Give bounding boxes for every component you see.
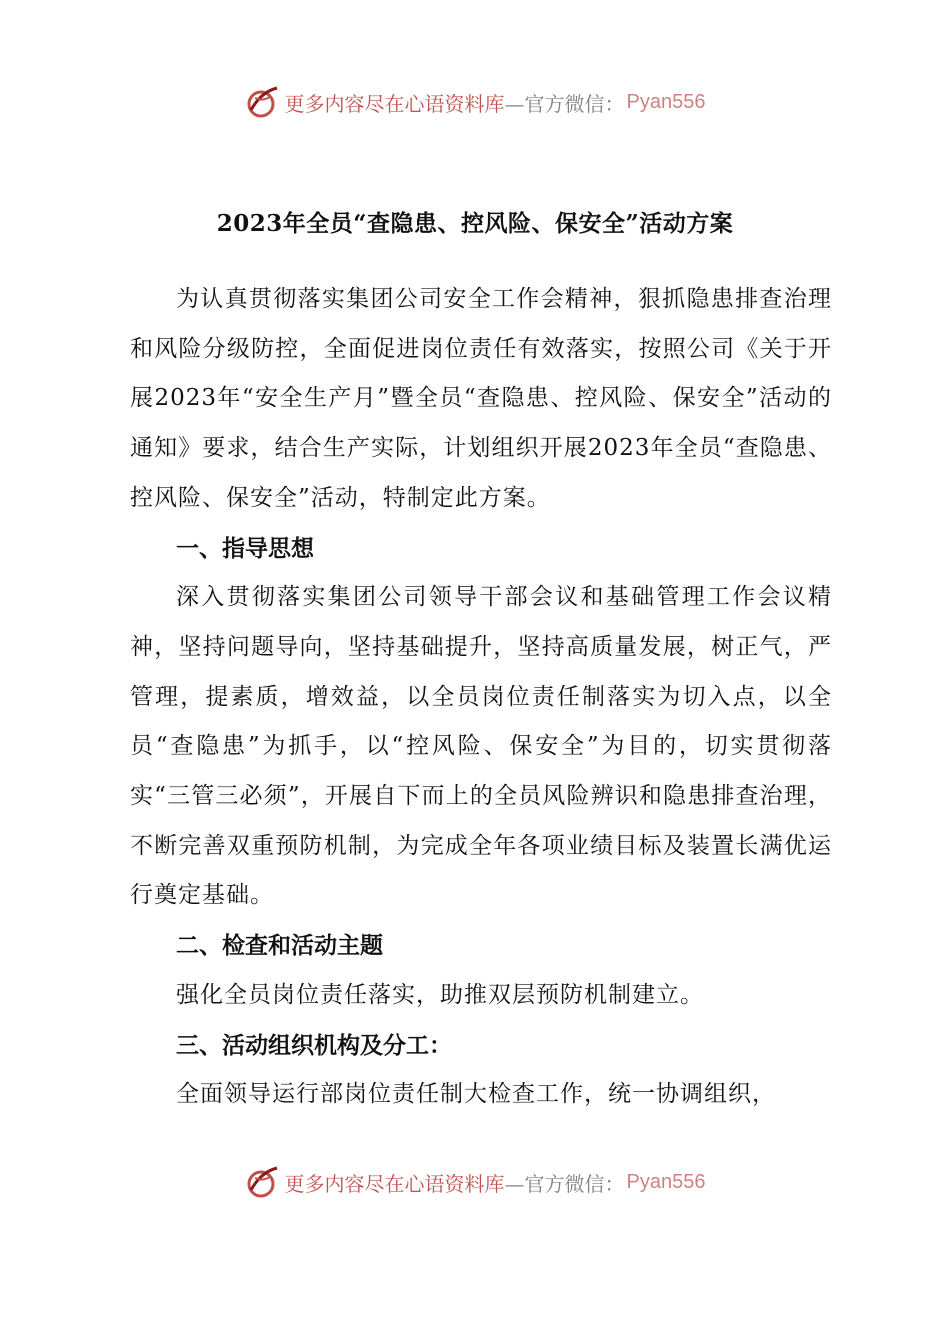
banner-label: —官方微信： (504, 1171, 625, 1196)
section-paragraph: 强化全员岗位责任落实，助推双层预防机制建立。 (176, 981, 704, 1008)
section-heading: 三、活动组织机构及分工： (176, 1031, 452, 1059)
banner-text: 更多内容尽在心语资料库 (284, 91, 505, 116)
section-heading: 一、指导思想 (176, 534, 314, 562)
watermark-banner-top (0, 82, 950, 122)
section-paragraph: 全面领导运行部岗位责任制大检查工作，统一协调组织， (176, 1081, 776, 1108)
section-paragraph: 深入贯彻落实集团公司领导干部会议和基础管理工作会议精神，坚持问题导向，坚持基础提升，坚持高质量发展，树正气，严管理，提素质，增效益，以全员岗位责任制落实为切入点，以全员“查隐患”为抓手，以“控风险、保安全”为目的，切实贯彻落实“三管三必须”，开展自下而上的全员风险辨识和隐患排查治理，不断完善双重预防机制，为完成全年各项业绩目标及装置长满优运行奠定基础。 (130, 584, 832, 909)
section-heading: 二、检查和活动主题 (176, 932, 383, 960)
watermark-banner-bottom (0, 1162, 950, 1202)
document-title: 2023年全员“查隐患、控风险、保安全”活动方案 (216, 210, 734, 237)
banner-text: 更多内容尽在心语资料库 (284, 1171, 505, 1196)
intro-paragraph: 为认真贯彻落实集团公司安全工作会精神，狠抓隐患排查治理和风险分级防控，全面促进岗位责任有效落实，按照公司《关于开展2023年“安全生产月”暨全员“查隐患、控风险、保安全”活动的通知》要求，结合生产实际，计划组织开展2023年全员“查隐患、控风险、保安全”活动，特制定此方案。 (130, 286, 832, 511)
banner-account: Pyan556 (626, 90, 706, 113)
brush-logo-icon (245, 84, 281, 120)
banner-account: Pyan556 (626, 1170, 706, 1193)
banner-label: —官方微信： (504, 91, 625, 116)
brush-logo-icon (245, 1164, 281, 1200)
document-body (130, 275, 832, 1120)
